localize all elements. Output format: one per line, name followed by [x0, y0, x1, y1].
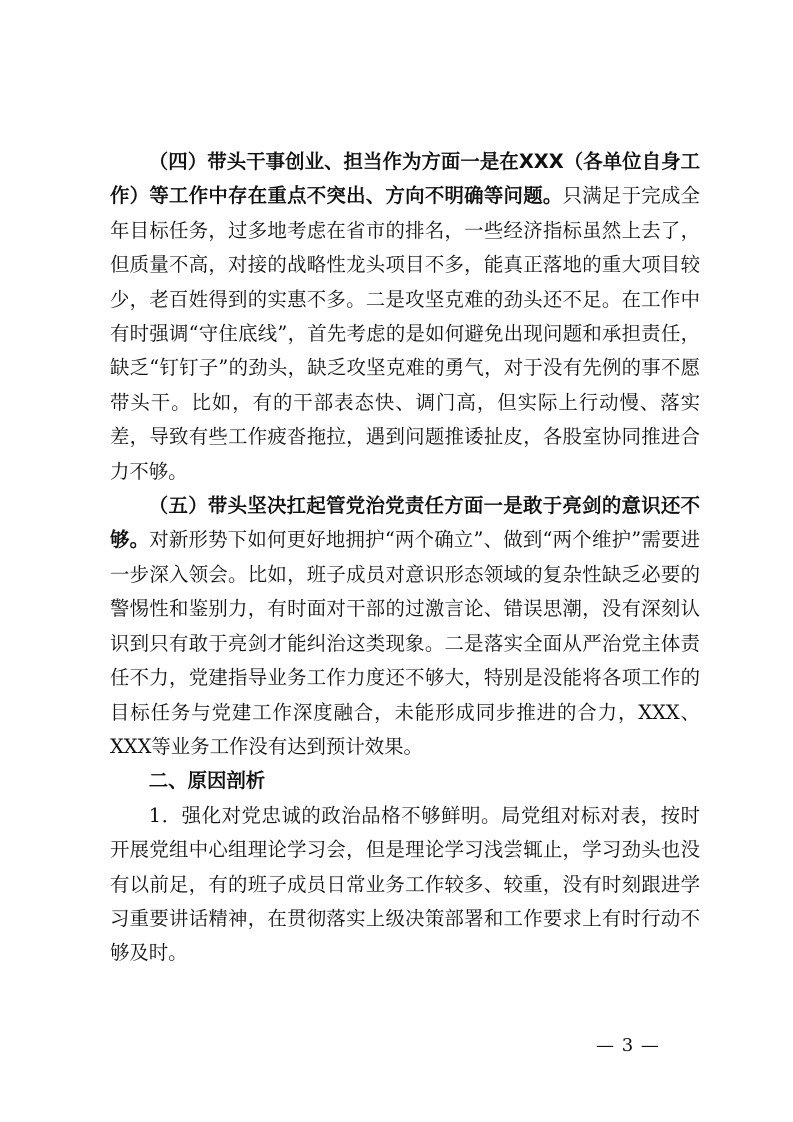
cause-analysis-heading: 二、原因剖析	[148, 769, 266, 793]
section-5-heading: （五）带头坚决扛起管党治党责任方面一是敢于亮剑的意识还不够。	[110, 494, 700, 552]
section-4-heading: （四）带头干事创业、担当作为方面一是在XXX（各单位自身工作）等工作中存在重点不突出、方向不明确等问题。	[110, 150, 700, 208]
section-5-text: 对新形势下如何更好地拥护“两个确立”、做到“两个维护”需要进一步深入领会。比如，班子成员对意识形态领域的复杂性缺乏必要的警惕性和鉴别力，有时面对干部的过激言论、错误思潮，没有深刻认识到只有敢于亮剑才能纠治这类现象。二是落实全面从严治党主体责任不力，党建指导业务工作力度还不够大，特别是没能将各项工作的目标任务与党建工作深度融合，未能形成同步推进的合力，XXX、XXX等业务工作没有达到预计效果。	[110, 528, 701, 758]
page-number: — 3 —	[596, 1035, 660, 1056]
section-4-text: 只满足于完成全年目标任务，过多地考虑在省市的排名，一些经济指标虽然上去了，但质量不高，对接的战略性龙头项目不多，能真正落地的重大项目较少，老百姓得到的实惠不多。二是攻坚克难的劲头还不足。在工作中有时强调“守住底线”，首先考虑的是如何避免出现问题和承担责任，缺乏“钉钉子”的劲头，缺乏攻坚克难的勇气，对于没有先例的事不愿带头干。比如，有的干部表态快、调门高，但实际上行动慢、落实差，导致有些工作疲沓拖拉，遇到问题推诿扯皮，各股室协同推进合力不够。	[110, 184, 701, 483]
cause-item-1: 1．强化对党忠诚的政治品格不够鲜明。局党组对标对表，按时开展党组中心组理论学习会，但是理论学习浅尝辄止，学习劲头也没有以前足，有的班子成员日常业务工作较多、较重，没有时刻跟进学习重要讲话精神，在贯彻落实上级决策部署和工作要求上有时行动不够及时。	[110, 803, 700, 965]
paragraph-section-4	[110, 145, 700, 489]
paragraph-section-5	[110, 489, 700, 764]
document-body	[110, 145, 700, 971]
